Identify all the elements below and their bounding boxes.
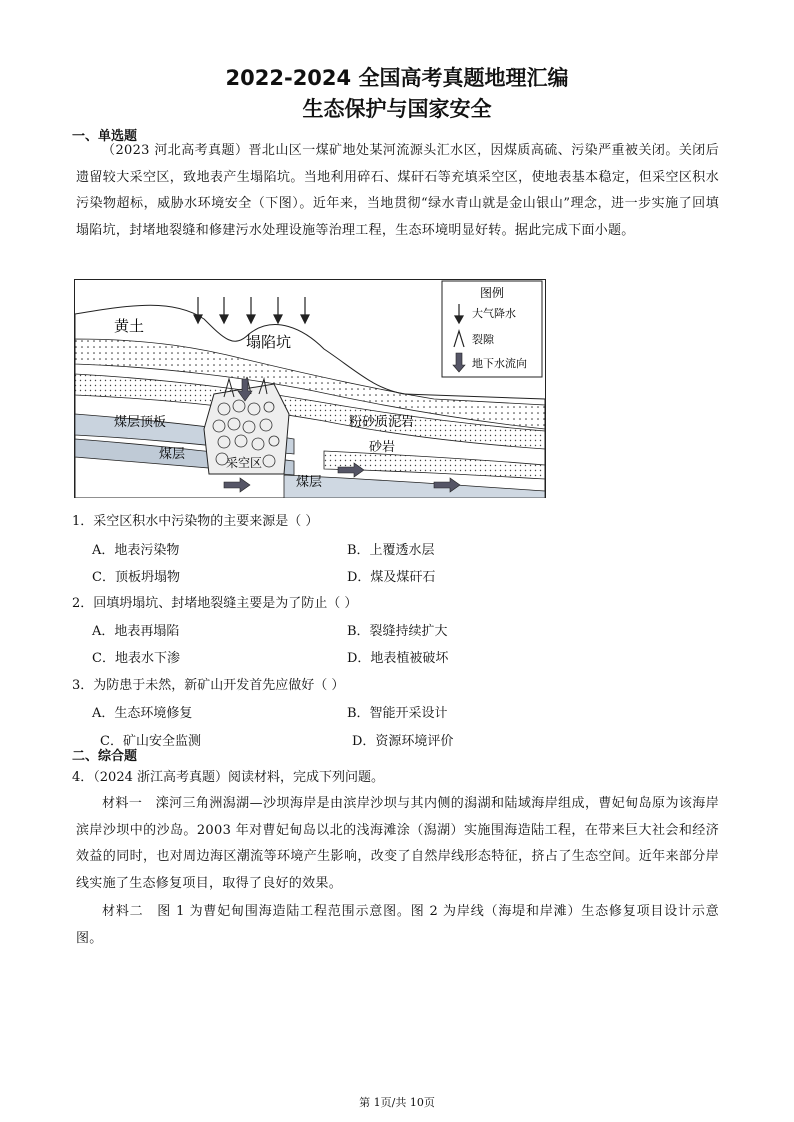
label-goaf: 采空区 (226, 456, 263, 470)
q2-option-a[interactable]: A．地表再塌陷 (92, 624, 180, 639)
page-subtitle: 生态保护与国家安全 (302, 97, 492, 121)
q2-option-b[interactable]: B．裂缝持续扩大 (347, 624, 448, 639)
q3-option-b[interactable]: B．智能开采设计 (347, 706, 448, 721)
page-footer: 第 1页/共 10页 (359, 1096, 435, 1109)
q3-option-c[interactable]: C．矿山安全监测 (100, 734, 201, 749)
label-loess: 黄土 (114, 317, 145, 335)
geology-figure (74, 279, 546, 498)
section-heading-comprehensive: 二、综合题 (72, 749, 138, 764)
material-1: 材料一 滦河三角洲潟湖—沙坝海岸是由滨岸沙坝与其内侧的潟湖和陆域海岸组成，曹妃甸岛原为该海岸滨岸沙坝中的沙岛。2003 年对曹妃甸岛以北的浅海滩涂（潟湖）实施围海造陆工程，在带来巨大社会和经济效益的同时，也对周边海区潮流等环境产生影响，改变了自然岸线形态特征，挤占了生态空间。近年来部分岸线实施了生态修复项目，取得了良好的效果。 (76, 796, 719, 891)
section-heading-single-choice: 一、单选题 (72, 129, 138, 144)
legend-item-groundwater: 地下水流向 (472, 357, 527, 370)
label-silt: 粉砂质泥岩 (349, 415, 415, 430)
q1-option-b[interactable]: B．上覆透水层 (347, 543, 435, 558)
question-3-stem: 3．为防患于未然，新矿山开发首先应做好（ ） (72, 678, 345, 693)
label-sand: 砂岩 (369, 440, 396, 455)
q2-option-c[interactable]: C．地表水下渗 (92, 651, 180, 666)
intro-paragraph: （2023 河北高考真题）晋北山区一煤矿地处某河流源头汇水区，因煤质高硫、污染严重被关闭。关闭后遗留较大采空区，致地表产生塌陷坑。当地利用碎石、煤矸石等充填采空区，使地表基本稳定，但采空区积水污染物超标，威胁水环境安全（下图）。近年来，当地贯彻“绿水青山就是金山银山”理念，进一步实施了回填塌陷坑，封堵地裂缝和修建污水处理设施等治理工程，生态环境明显好转。据此完成下面小题。 (76, 143, 719, 238)
question-4-stem: 4．（2024 浙江高考真题）阅读材料，完成下列问题。 (72, 770, 384, 785)
legend-item-fracture: 裂隙 (472, 333, 494, 346)
q3-option-d[interactable]: D．资源环境评价 (352, 734, 454, 749)
material-2: 材料二 图 1 为曹妃甸围海造陆工程范围示意图。图 2 为岸线（海堤和岸滩）生态修复项目设计示意图。 (76, 904, 719, 946)
q3-option-a[interactable]: A．生态环境修复 (92, 706, 193, 721)
label-pit: 塌陷坑 (246, 333, 292, 351)
page-title: 2022-2024 全国高考真题地理汇编 (225, 66, 569, 90)
q1-option-a[interactable]: A．地表污染物 (92, 543, 180, 558)
question-2-stem: 2．回填坍塌坑、封堵地裂缝主要是为了防止（ ） (72, 596, 358, 611)
legend-item-rain: 大气降水 (472, 307, 516, 320)
q1-option-c[interactable]: C．顶板坍塌物 (92, 570, 180, 585)
q1-option-d[interactable]: D．煤及煤矸石 (347, 570, 436, 585)
label-coal-left: 煤层 (159, 447, 186, 462)
label-coal-right: 煤层 (296, 475, 323, 490)
label-roof: 煤层顶板 (114, 415, 167, 430)
question-1-stem: 1．采空区积水中污染物的主要来源是（ ） (72, 514, 319, 529)
legend-title: 图例 (479, 286, 505, 300)
q2-option-d[interactable]: D．地表植被破坏 (347, 651, 449, 666)
